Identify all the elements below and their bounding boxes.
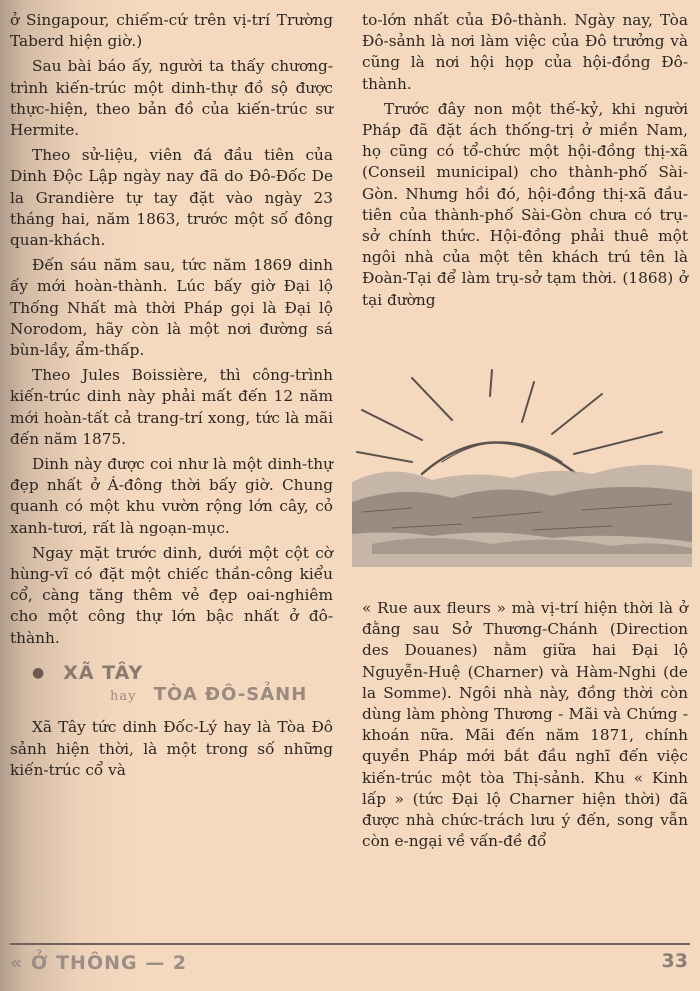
left-column [10,10,333,785]
paragraph: Theo sử-liệu, viên đá đầu tiên của Dinh Độc Lập ngày nay đã do Đô-Đốc De la Grandière tự tay đặt vào ngày 23 tháng hai, năm 1863, trước một số đông quan-khách. [10,146,333,250]
section-subheading-text: TÒA ĐÔ-SẢNH [153,684,308,706]
paragraph: « Rue aux fleurs » mà vị-trí hiện thời là ở đằng sau Sở Thương-Chánh (Direction des Douanes) nằm giữa hai Đại lộ Nguyễn-Huệ (Charner) và Hàm-Nghi (de la Somme). Ngôi nhà này, đồng thời còn dùng làm phòng Thương - Mãi và Chứng - khoán nữa. Mãi đến năm 1871, chính quyền Pháp mới bắt đầu nghĩ đến việc kiến-trúc một tòa Thị-sảnh. Khu « Kinh lấp » (tức Đại lộ Charner hiện thời) đã được nhà chức-trách lưu ý đến, song vẫn còn e-ngại về vấn-đề đổ [362,599,688,851]
paragraph: ở Singapour, chiếm-cứ trên vị-trí Trường Taberd hiện giờ.) [10,11,333,51]
subheading-connector: hay [110,689,137,705]
paragraph: Đến sáu năm sau, tức năm 1869 dinh ấy mới hoàn-thành. Lúc bấy giờ Đại lộ Thống Nhất mà thời Pháp gọi là Đại lộ Norodom, hãy còn là một nơi đường sá bùn-lầy, ẩm-thấp. [10,256,333,360]
sunrise-landscape-icon [352,362,692,567]
paragraph: Dinh này được coi như là một dinh-thự đẹp nhất ở Á-đông thời bấy giờ. Chung quanh có một khu vườn rộng lớn cây, cỏ xanh-tươi, rất là ngoạn-mục. [10,455,333,537]
paragraph: Theo Jules Boissière, thì công-trình kiến-trúc dinh này phải mất đến 12 năm mới hoàn-tất cả trang-trí xong, tức là mãi đến năm 1875. [10,366,333,448]
paragraph: to-lớn nhất của Đô-thành. Ngày nay, Tòa Đô-sảnh là nơi làm việc của Đô trưởng và cũng là nơi hội họp của hội-đồng Đô-thành. [362,11,688,93]
section-heading-text: XÃ TÂY [63,661,144,684]
right-column-bottom [362,598,688,856]
paragraph: Ngay mặt trước dinh, dưới một cột cờ hùng-vĩ có đặt một chiếc thần-công kiểu cổ, càng tăng thêm vẻ đẹp oai-nghiêm cho một công thự lớn bậc nhất ở đô-thành. [10,543,333,647]
paragraph: Trước đây non một thế-kỷ, khi người Pháp đã đặt ách thống-trị ở miền Nam, họ cũng có tổ-chức một hội-đồng thị-xã (Conseil municipal) cho thành-phố Sài-Gòn. Nhưng hồi đó, hội-đồng thị-xã đầu-tiên của thành-phố Sài-Gòn chưa có trụ-sở chính thức. Hội-đồng phải thuê một ngôi nhà của một tên khách trú tên là Đoàn-Tại để làm trụ-sở tạm thời. (1868) ở tại đường [362,99,688,309]
page-number: 33 [661,950,688,972]
section-heading [32,663,333,684]
paragraph: Xã Tây tức dinh Đốc-Lý hay là Tòa Đô sảnh hiện thời, là một trong số những kiến-trúc cổ và [10,718,333,779]
paragraph: Sau bài báo ấy, người ta thấy chương-trình kiến-trúc một dinh-thự đồ sộ được thực-hiện, theo bản đồ của kiến-trúc sư Hermite. [10,57,333,140]
footer-publication: « Ở THÔNG — 2 [10,952,188,974]
heading-bullet-icon: ● [32,664,46,681]
right-column-top [362,10,688,315]
footer-divider [10,943,690,945]
section-subheading [110,684,333,707]
